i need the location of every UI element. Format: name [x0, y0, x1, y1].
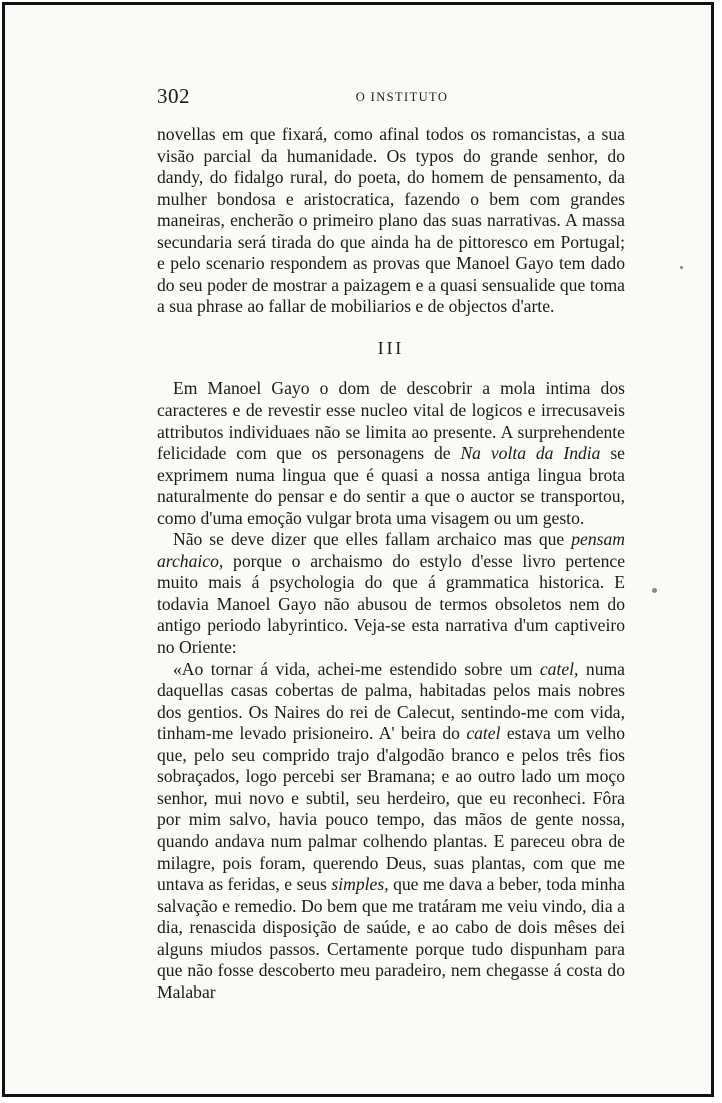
section-heading: III [377, 337, 405, 358]
paragraph-4-text-d: que me dava a beber, toda minha salvação e remedio. Do bem que me tratáram me veiu vindo, dia a dia, renascida disposição de saúde, e ao cabo de dois mêses dei alguns miudos passos. Certamente porque tudo dispunham para que não fosse descoberto meu paradeiro, nem chegasse á costa do Malabar [157, 874, 625, 1002]
running-title: O INSTITUTO [355, 90, 449, 104]
emphasis-simples: simples, [331, 874, 389, 895]
paper-speck [680, 266, 683, 269]
paper-speck [652, 588, 657, 593]
paragraph-4-text-c: estava um velho que, pelo seu comprido trajo d'algodão branco e pelos três fios sobraçados, logo percebi ser Bramana; e ao outro lado um moço senhor, mui novo e subtil, seu herdeiro, que eu reconheci. Fôra por mim salvo, havia pouco tempo, das mãos de gente nossa, quando andava num palmar colhendo plantas. E pareceu obra de milagre, pois foram, querendo Deus, suas plantas, com que me untava as feridas, e seus [157, 723, 625, 895]
paragraph-3-text-b: porque o archaismo do estylo d'esse livro pertence muito mais á psychologia do que á grammatica historica. E todavia Manoel Gayo não abusou de termos obsoletos nem do antigo periodo labyrintico. Veja-se esta narrativa d'um captiveiro no Oriente: [157, 550, 625, 658]
body-text [157, 124, 625, 1003]
paragraph-3 [157, 529, 625, 658]
paragraph-1: novellas em que fixará, como afinal todos os romancistas, a sua visão parcial da humanidade. Os typos do grande senhor, do dandy, do fidalgo rural, do poeta, do homem de pensamento, da mulher bondosa e aristocratica, fazendo o bem com grandes maneiras, encherão o primeiro plano das suas narrativas. A massa secundaria será tirada do que ainda ha de pittoresco em Portugal; e pelo scenario respondem as provas que Manoel Gayo tem dado do seu poder de mostrar a paizagem e a quasi sensualide que toma a sua phrase ao fallar de mobiliarios e de objectos d'arte. [157, 124, 625, 317]
paragraph-2-text-a: Em Manoel Gayo o dom de descobrir a mola intima dos caracteres e de revestir esse nucleo vital de logicos e irrecusaveis attributos individuaes não se limita ao presente. A surprehendente felicidade com que os personagens de [157, 378, 625, 464]
paragraph-4-text-b: numa daquellas casas cobertas de palma, habitadas pelos mais nobres dos gentios. Os Naires do rei de Calecut, sentindo-me com vida, tinham-me levado prisioneiro. A' beira do [157, 658, 625, 744]
page-header [157, 84, 627, 112]
paragraph-4-quotation [157, 659, 625, 1004]
emphasis-pensam-archaico: pensam archaico, [157, 529, 625, 571]
emphasis-catel-2: catel [466, 723, 501, 744]
emphasis-catel-1: catel, [539, 658, 579, 679]
paragraph-2 [157, 378, 625, 529]
paragraph-4-text-a: «Ao tornar á vida, achei-me estendido sobre um [173, 658, 540, 679]
page-number: 302 [157, 84, 190, 108]
paragraph-3-text-a: Não se deve dizer que elles fallam archaico mas que [173, 529, 572, 550]
paragraph-2-text-b: se exprimem numa lingua que é quasi a nossa antiga lingua brota naturalmente do pensar e do sentir a que o auctor se transportou, como d'uma emoção vulgar brota uma visagem ou um gesto. [157, 443, 625, 528]
book-title: Na volta da India [460, 443, 601, 464]
